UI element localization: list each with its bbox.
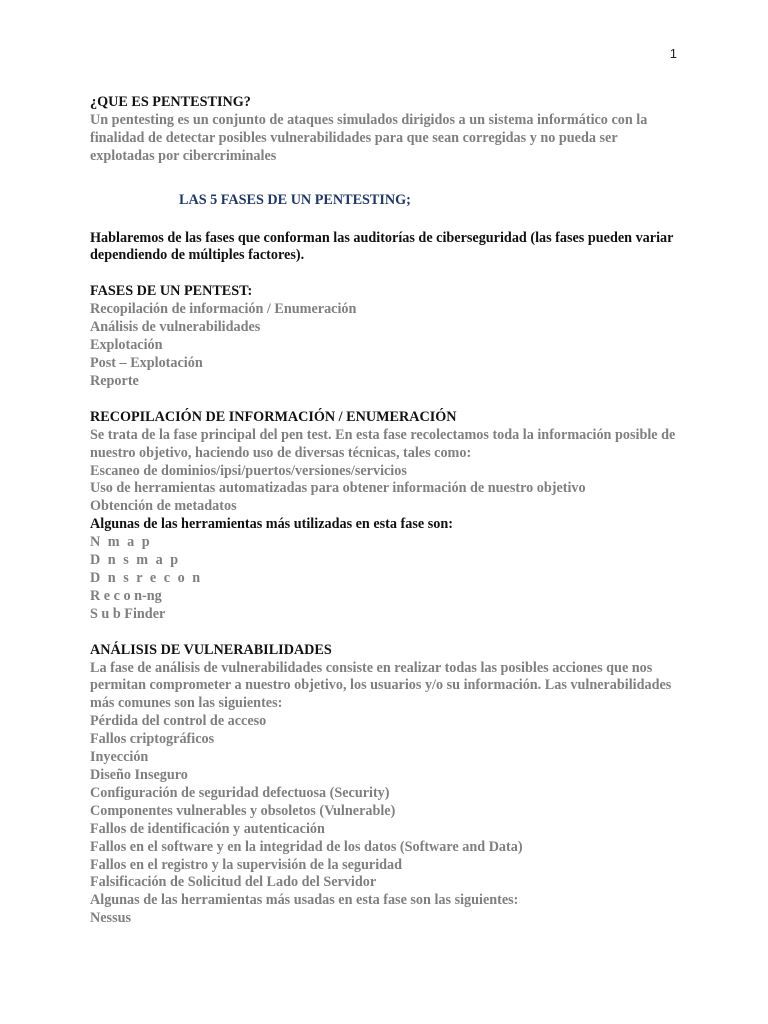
- phases-intro-paragraph: Hablaremos de las fases que conforman las auditorías de ciberseguridad (las fases pueden variar dependiendo de múltiples factores).: [90, 229, 674, 264]
- recon-tools-heading: Algunas de las herramientas más utilizadas en esta fase son:: [90, 516, 453, 533]
- document-body: [90, 94, 680, 928]
- list-item: D n s m a p: [90, 552, 181, 569]
- list-item: Obtención de metadatos: [90, 498, 237, 515]
- list-item: Pérdida del control de acceso: [90, 713, 267, 730]
- list-item: Fallos de identificación y autenticación: [90, 820, 325, 837]
- list-item: Uso de herramientas automatizadas para obtener información de nuestro objetivo: [90, 480, 586, 497]
- list-item: Reporte: [90, 372, 139, 389]
- intro-heading: ¿QUE ES PENTESTING?: [90, 94, 251, 110]
- recon-techniques-list: [90, 463, 680, 517]
- vuln-paragraph: La fase de análisis de vulnerabilidades consiste en realizar todas las posibles acciones que nos permitan comprometer a nuestro objetivo, los usuarios y/o su información. Las vulnerabilidades más comunes son las siguientes:: [90, 659, 672, 712]
- vuln-heading: ANÁLISIS DE VULNERABILIDADES: [90, 641, 332, 658]
- list-item: Análisis de vulnerabilidades: [90, 319, 261, 336]
- list-item: Recopilación de información / Enumeración: [90, 301, 357, 318]
- list-item: Post – Explotación: [90, 354, 203, 371]
- list-item: Inyección: [90, 749, 149, 766]
- list-item: R e c o n-ng: [90, 587, 162, 604]
- list-item: Explotación: [90, 337, 163, 354]
- list-item: D n s r e c o n: [90, 569, 203, 586]
- list-item: Escaneo de dominios/ipsi/puertos/versiones/servicios: [90, 462, 407, 479]
- list-item: N m a p: [90, 534, 152, 551]
- list-item: Fallos en el registro y la supervisión de la seguridad: [90, 856, 403, 873]
- intro-paragraph: Un pentesting es un conjunto de ataques simulados dirigidos a un sistema informático con la finalidad de detectar posibles vulnerabilidades para que sean corregidas y no pueda ser explotadas por cibercriminales: [90, 111, 648, 164]
- list-item: Configuración de seguridad defectuosa (Security): [90, 784, 390, 801]
- list-item: Fallos en el software y en la integridad de los datos (Software and Data): [90, 838, 523, 855]
- recon-tools-list: [90, 534, 680, 624]
- phases-list: [90, 301, 680, 391]
- list-item: Nessus: [90, 910, 131, 927]
- phases-title: LAS 5 FASES DE UN PENTESTING;: [179, 191, 411, 208]
- page-number: 1: [669, 46, 677, 61]
- list-item: Algunas de las herramientas más usadas en esta fase son las siguientes:: [90, 892, 519, 909]
- phases-heading: FASES DE UN PENTEST:: [90, 283, 253, 300]
- list-item: Diseño Inseguro: [90, 767, 188, 783]
- recon-paragraph: Se trata de la fase principal del pen test. En esta fase recolectamos toda la información posible de nuestro objetivo, haciendo uso de diversas técnicas, tales como:: [90, 426, 676, 461]
- vuln-list: [90, 713, 680, 928]
- list-item: Falsificación de Solicitud del Lado del Servidor: [90, 874, 377, 891]
- list-item: Componentes vulnerables y obsoletos (Vulnerable): [90, 802, 396, 819]
- list-item: S u b Finder: [90, 605, 166, 622]
- recon-heading: RECOPILACIÓN DE INFORMACIÓN / ENUMERACIÓN: [90, 408, 457, 425]
- list-item: Fallos criptográficos: [90, 731, 215, 748]
